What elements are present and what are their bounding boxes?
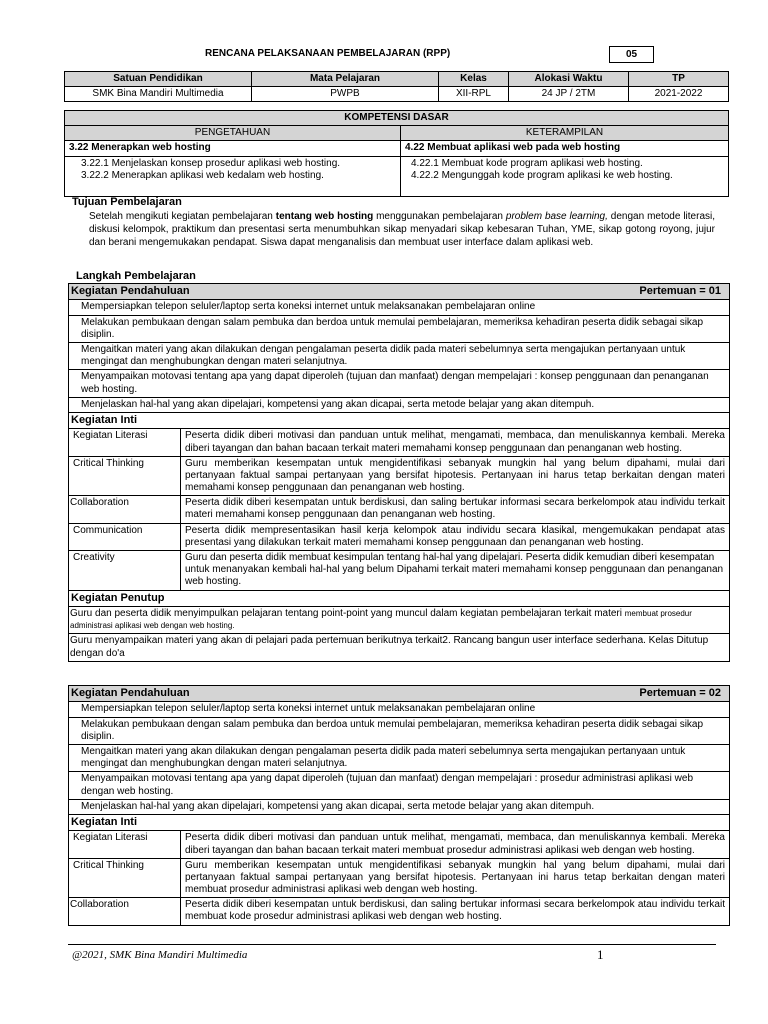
- info-header-tp: TP: [629, 72, 729, 87]
- info-value-kelas: XII-RPL: [439, 87, 509, 102]
- page-number: 1: [597, 947, 604, 962]
- tujuan-text-1: Setelah mengikuti kegiatan pembelajaran: [89, 211, 276, 222]
- inti-text: Peserta didik diberi kesempatan untuk berdiskusi, dan saling bertukar informasi secara berkelompok atau individu terkait membuat kode prosedur administrasi aplikasi web dengan web hosting.: [181, 898, 730, 925]
- pendahuluan-item: Mengaitkan materi yang akan dilakukan dengan pengalaman peserta didik pada materi sebelumnya serta mengajukan pertanyaan untuk mengingat dan menghubungkan dengan materi selanjutnya.: [69, 342, 730, 369]
- pendahuluan-item: Menyampaikan motovasi tentang apa yang dapat diperoleh (tujuan dan manfaat) dengan mempelajari : konsep penggunaan dan penanganan web hosting.: [69, 370, 730, 397]
- info-value-row: [65, 87, 729, 102]
- pertemuan-2-table: [68, 685, 730, 926]
- kd-left-item: 3.22.1 Menjelaskan konsep prosedur aplikasi web hosting.: [81, 157, 341, 169]
- kd-left-items: [65, 156, 401, 196]
- tujuan-paragraph: [89, 210, 715, 249]
- tujuan-text-2: menggunakan pembelajaran: [373, 211, 506, 222]
- pendahuluan-item: Mempersiapkan telepon seluler/laptop serta koneksi internet untuk melaksanakan pembelajaran online: [69, 702, 730, 717]
- pertemuan-1-table: [68, 283, 730, 662]
- info-header-kelas: Kelas: [439, 72, 509, 87]
- pertemuan-label: Pertemuan = 02: [639, 687, 721, 699]
- inti-text: Peserta didik diberi motivasi dan panduan untuk melihat, mengamati, membaca, dan menuliskannya kembali. Mereka diberi tayangan dan bahan bacaan terkait materi memahami konsep penggunaan dan penanganan web hosting.: [181, 429, 730, 456]
- info-value-tp: 2021-2022: [629, 87, 729, 102]
- pendahuluan-label: Kegiatan Pendahuluan: [71, 285, 190, 297]
- pendahuluan-header: [69, 284, 730, 300]
- footer-copyright: @2021, SMK Bina Mandiri Multimedia: [72, 949, 248, 961]
- pendahuluan-item: Mengaitkan materi yang akan dilakukan dengan pengalaman peserta didik pada materi sebelumnya serta mengajukan pertanyaan untuk mengingat dan menghubungkan dengan materi selanjutnya.: [69, 744, 730, 771]
- info-header-alokasi: Alokasi Waktu: [509, 72, 629, 87]
- kd-title: KOMPETENSI DASAR: [65, 111, 729, 126]
- pendahuluan-label: Kegiatan Pendahuluan: [71, 687, 190, 699]
- info-header-mapel: Mata Pelajaran: [252, 72, 439, 87]
- kd-col-keterampilan: KETERAMPILAN: [401, 126, 729, 141]
- kd-right-item: 4.22.2 Mengunggah kode program aplikasi ke web hosting.: [411, 169, 673, 181]
- inti-label: Kegiatan Literasi: [69, 831, 181, 858]
- inti-text: Peserta didik diberi motivasi dan panduan untuk melihat, mengamati, membaca, dan menuliskannya kembali. Mereka diberi tayangan dan bahan bacaan terkait materi membuat prosedur administrasi aplikasi web dengan web hosting.: [181, 831, 730, 858]
- inti-label: Creativity: [69, 551, 181, 591]
- kd-right-main: 4.22 Membuat aplikasi web pada web hosting: [401, 141, 729, 156]
- inti-text: Guru dan peserta didik membuat kesimpulan tentang hal-hal yang dipelajari. Peserta didik kemudian diberi kesempatan untuk menanyakan kembali hal-hal yang belum Dipahami terkait materi memahami konsep penggunaan dan penanganan web hosting.: [181, 551, 730, 591]
- inti-text: Guru memberikan kesempatan untuk mengidentifikasi sebanyak mungkin hal yang belum dipahami, mulai dari pertanyaan faktual sampai pertanyaan yang bersifat hipotesis. Pertanyaan ini harus tetap berkaitan dengan materi memahami konsep penggunaan dan penanganan web hosting.: [181, 456, 730, 496]
- kd-right-item: 4.22.1 Membuat kode program aplikasi web hosting.: [411, 157, 643, 169]
- pendahuluan-item: Menjelaskan hal-hal yang akan dipelajari, kompetensi yang akan dicapai, serta metode belajar yang akan ditempuh.: [69, 799, 730, 814]
- inti-label: Collaboration: [69, 898, 181, 925]
- pendahuluan-item: Menjelaskan hal-hal yang akan dipelajari, kompetensi yang akan dicapai, serta metode belajar yang akan ditempuh.: [69, 397, 730, 412]
- penutup-item: [69, 606, 730, 633]
- info-value-mapel: PWPB: [252, 87, 439, 102]
- info-header-row: [65, 72, 729, 87]
- pendahuluan-item: Mempersiapkan telepon seluler/laptop serta koneksi internet untuk melaksanakan pembelajaran online: [69, 300, 730, 315]
- inti-text: Peserta didik diberi kesempatan untuk berdiskusi, dan saling bertukar informasi secara berkelompok atau individu terkait materi memahami konsep penggunaan dan penanganan web hosting.: [181, 496, 730, 523]
- langkah-heading: Langkah Pembelajaran: [76, 270, 196, 282]
- document-code-box: 05: [609, 46, 654, 63]
- inti-header: Kegiatan Inti: [69, 412, 730, 428]
- kd-col-pengetahuan: PENGETAHUAN: [65, 126, 401, 141]
- info-value-alokasi: 24 JP / 2TM: [509, 87, 629, 102]
- info-header-satuan: Satuan Pendidikan: [65, 72, 252, 87]
- inti-header: Kegiatan Inti: [69, 814, 730, 830]
- kompetensi-dasar-table: [64, 110, 729, 197]
- inti-label: Collaboration: [69, 496, 181, 523]
- tujuan-text-italic: problem base learning,: [505, 211, 608, 222]
- inti-label: Critical Thinking: [69, 456, 181, 496]
- pendahuluan-item: Melakukan pembukaan dengan salam pembuka dan berdoa untuk memulai pembelajaran, memeriksa kehadiran peserta didik sebagai sikap disiplin.: [69, 717, 730, 744]
- pendahuluan-header: [69, 686, 730, 702]
- inti-label: Critical Thinking: [69, 858, 181, 898]
- penutup-item: Guru menyampaikan materi yang akan di pelajari pada pertemuan berikutnya terkait2. Rancang bangun user interface sederhana. Kelas Ditutup dengan do'a: [69, 634, 730, 661]
- penutup-item-text: Guru dan peserta didik menyimpulkan pelajaran tentang point-point yang muncul dalam kegiatan pembelajaran terkait materi: [70, 607, 625, 619]
- tujuan-heading: Tujuan Pembelajaran: [72, 196, 182, 208]
- document-title: RENCANA PELAKSANAAN PEMBELAJARAN (RPP): [205, 48, 451, 59]
- penutup-item-small-text: membuat prosedur administrasi aplikasi web dengan web hosting.: [70, 608, 692, 631]
- footer-divider: [68, 944, 716, 945]
- inti-text: Guru memberikan kesempatan untuk mengidentifikasi sebanyak mungkin hal yang belum dipahami, mulai dari pertanyaan faktual sampai pertanyaan yang bersifat hipotesis. Pertanyaan ini harus tetap berkaitan dengan materi membuat prosedur administrasi aplikasi web dengan web hosting.: [181, 858, 730, 898]
- tujuan-text-3: dengan metode literasi, diskusi kelompok, praktikum dan presentasi serta menumbuhkan sikap menyadari sikap kebesaran Tuhan, YME, sikap gotong royong, jujur dan berani mengemukakan pendapat. Siswa dapat menganalisis dan membuat user interface dalam aplikasi web.: [89, 211, 715, 248]
- kd-left-item: 3.22.2 Menerapkan aplikasi web kedalam web hosting.: [81, 169, 324, 181]
- tujuan-text-bold: tentang web hosting: [275, 211, 374, 222]
- inti-text: Peserta didik mempresentasikan hasil kerja kelompok atau individu secara klasikal, mengemukakan pendapat atas presentasi yang dilakukan terkait materi memahami konsep penggunaan dan penanganan web hosting.: [181, 523, 730, 550]
- inti-label: Kegiatan Literasi: [69, 429, 181, 456]
- kd-left-main: 3.22 Menerapkan web hosting: [65, 141, 401, 156]
- penutup-header: Kegiatan Penutup: [69, 590, 730, 606]
- pendahuluan-item: Melakukan pembukaan dengan salam pembuka dan berdoa untuk memulai pembelajaran, memeriksa kehadiran peserta didik sebagai sikap disiplin.: [69, 315, 730, 342]
- info-value-satuan: SMK Bina Mandiri Multimedia: [65, 87, 252, 102]
- pendahuluan-item: Menyampaikan motovasi tentang apa yang dapat diperoleh (tujuan dan manfaat) dengan mempelajari : prosedur administrasi aplikasi web dengan web hosting.: [69, 772, 730, 799]
- info-table: [64, 71, 729, 102]
- inti-label: Communication: [69, 523, 181, 550]
- pertemuan-label: Pertemuan = 01: [639, 285, 721, 297]
- kd-right-items: [401, 156, 729, 196]
